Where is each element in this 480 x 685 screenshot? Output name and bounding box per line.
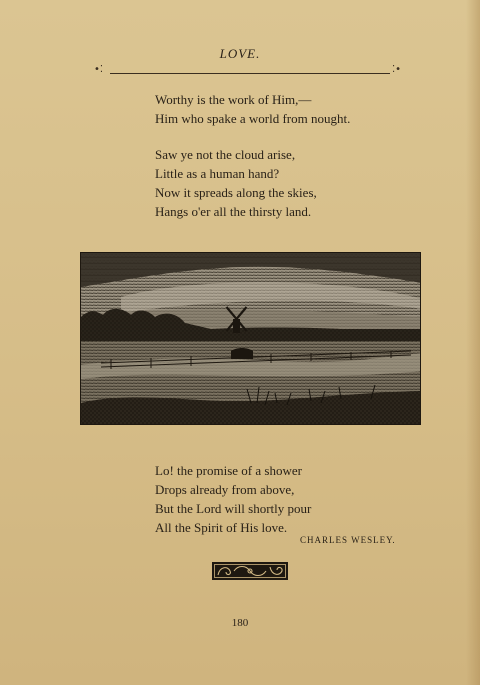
stanza-1 [155, 90, 350, 128]
running-head: LOVE. [219, 46, 261, 61]
right-rule-ornament-icon: ⁚• [392, 64, 402, 75]
page-number: 180 [231, 617, 249, 629]
stanza-3 [155, 461, 311, 537]
author-attribution: CHARLES WESLEY. [300, 535, 396, 545]
verse-line: Hangs o'er all the thirsty land. [155, 204, 312, 219]
verse-line: Little as a human hand? [155, 166, 280, 181]
left-rule-ornament-icon: •⁚ [94, 64, 104, 75]
verse-line: But the Lord will shortly pour [155, 501, 312, 516]
header-rule [110, 73, 390, 74]
windmill-landscape-engraving [80, 252, 421, 425]
verse-line: Drops already from above, [155, 482, 295, 497]
verse-line: All the Spirit of His love. [155, 520, 288, 535]
verse-line: Him who spake a world from nought. [155, 111, 351, 126]
stanza-2 [155, 145, 317, 221]
verse-line: Lo! the promise of a shower [155, 463, 302, 478]
ornamental-tailpiece-icon [212, 562, 288, 580]
verse-line: Now it spreads along the skies, [155, 185, 317, 200]
verse-line: Saw ye not the cloud arise, [155, 147, 296, 162]
verse-line: Worthy is the work of Him,— [155, 92, 312, 107]
